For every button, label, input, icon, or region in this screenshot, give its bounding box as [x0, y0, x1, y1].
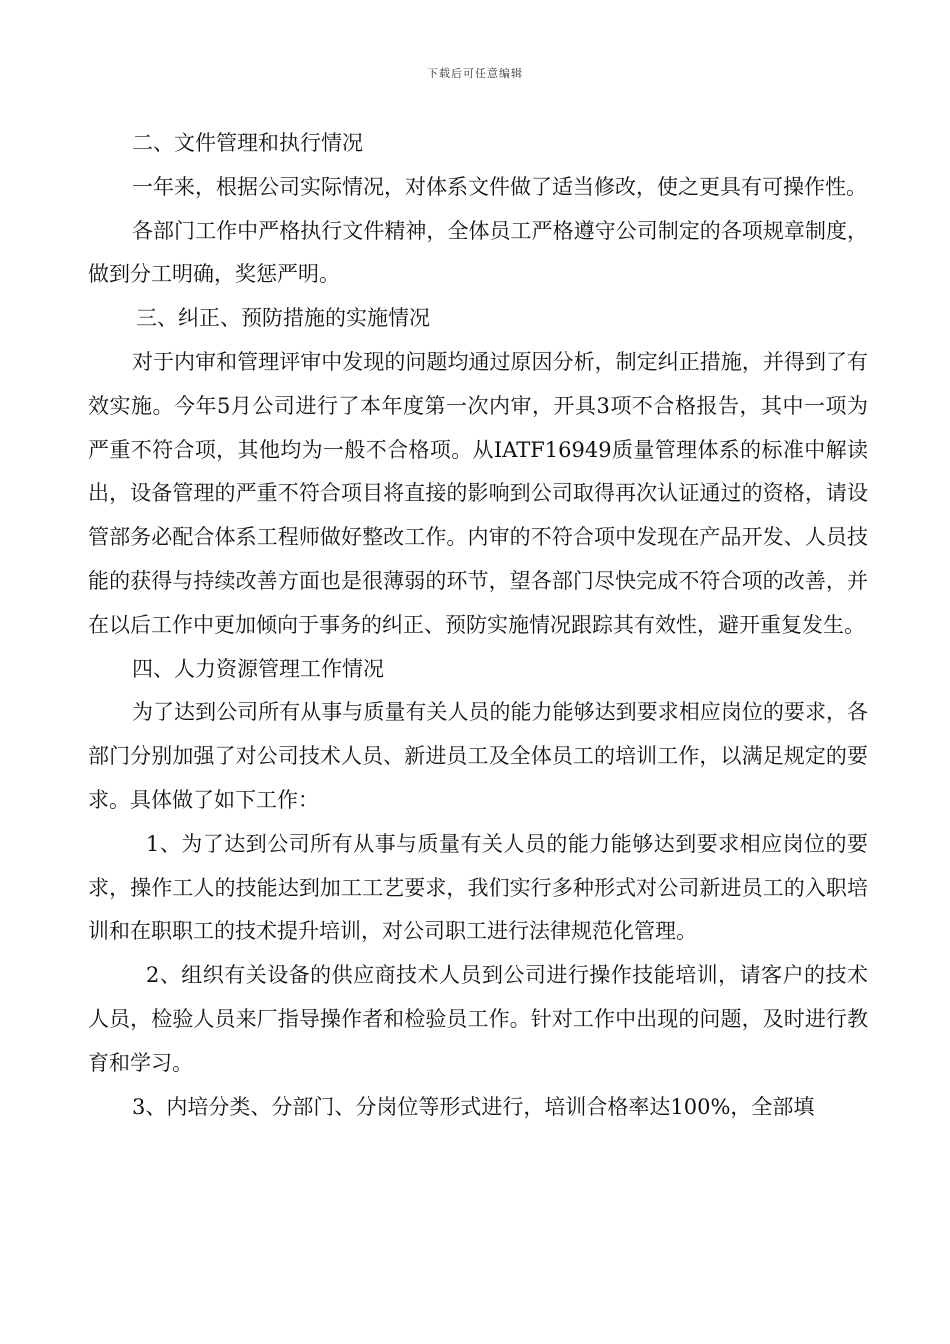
paragraph-training-item-1: 1、为了达到公司所有从事与质量有关人员的能力能够达到要求相应岗位的要求，操作工人的技能达到加工工艺要求，我们实行多种形式对公司新进员工的入职培训和在职职工的技术提升培训，对公司职工进行法律规范化管理。	[88, 831, 868, 944]
paragraph-internal-audit: 对于内审和管理评审中发现的问题均通过原因分析，制定纠正措施，并得到了有效实施。今年5月公司进行了本年度第一次内审，开具3项不合格报告，其中一项为严重不符合项，其他均为一般不合格项。从IATF16949质量管理体系的标准中解读出，设备管理的严重不符合项目将直接的影响到公司取得再次认证通过的资格，请设管部务必配合体系工程师做好整改工作。内审的不符合项中发现在产品开发、人员技能的获得与持续改善方面也是很薄弱的环节，望各部门尽快完成不符合项的改善，并在以后工作中更加倾向于事务的纠正、预防实施情况跟踪其有效性，避开重复发生。	[88, 349, 868, 637]
header-note: 下载后可任意编辑	[427, 67, 523, 80]
section-heading-document-management: 二、文件管理和执行情况	[132, 131, 363, 155]
section-heading-human-resources: 四、人力资源管理工作情况	[132, 656, 384, 681]
paragraph-document-execution: 各部门工作中严格执行文件精神，全体员工严格遵守公司制定的各项规章制度，做到分工明确，奖惩严明。	[88, 218, 868, 287]
paragraph-training-item-2: 2、组织有关设备的供应商技术人员到公司进行操作技能培训，请客户的技术人员，检验人员来厂指导操作者和检验员工作。针对工作中出现的问题，及时进行教育和学习。	[88, 963, 868, 1075]
section-heading-corrective-actions: 三、纠正、预防措施的实施情况	[136, 306, 430, 331]
document-body	[88, 122, 868, 1129]
paragraph-training-intro: 为了达到公司所有从事与质量有关人员的能力能够达到要求相应岗位的要求，各部门分别加强了对公司技术人员、新进员工及全体员工的培训工作，以满足规定的要求。具体做了如下工作：	[88, 700, 868, 812]
paragraph-document-revision: 一年来，根据公司实际情况，对体系文件做了适当修改，使之更具有可操作性。	[132, 174, 867, 199]
paragraph-training-item-3: 3、内培分类、分部门、分岗位等形式进行，培训合格率达100%，全部填	[132, 1094, 815, 1119]
